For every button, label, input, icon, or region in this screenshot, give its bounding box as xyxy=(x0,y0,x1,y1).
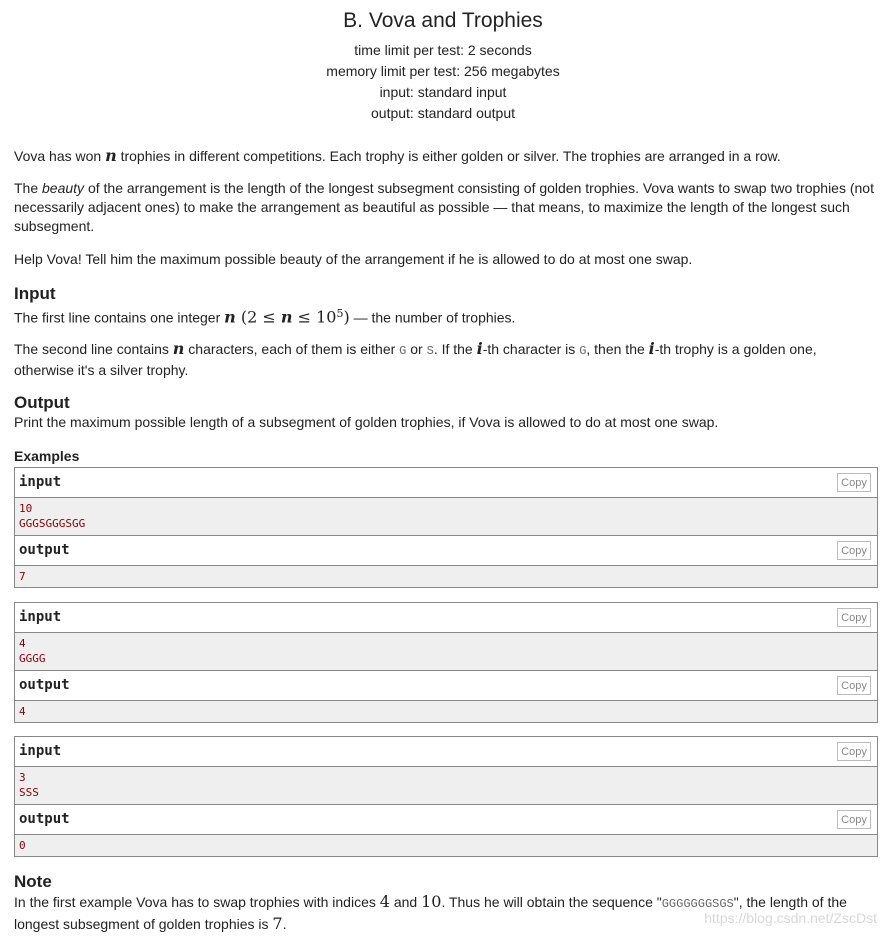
example-input-header xyxy=(15,603,877,633)
example-test-3 xyxy=(14,736,878,857)
statement-paragraph-1: Vova has won n trophies in different competitions. Each trophy is either golden or silver. The trophies are arranged in a row. xyxy=(14,146,781,165)
input-heading: Input xyxy=(14,284,56,303)
problem-header xyxy=(0,8,886,124)
input-line: 4 xyxy=(19,637,26,650)
memory-limit: memory limit per test: 256 megabytes xyxy=(326,63,560,79)
watermark: https://blog.csdn.net/ZscDst xyxy=(704,910,877,926)
example-input-body xyxy=(15,498,877,536)
input-label: input xyxy=(19,609,62,625)
copy-input-button[interactable]: Copy xyxy=(837,608,871,627)
example-output-header xyxy=(15,671,877,701)
time-limit: time limit per test: 2 seconds xyxy=(354,42,532,58)
output-label: output xyxy=(19,677,70,693)
input-line: GGGSGGGSGG xyxy=(19,517,86,530)
input-line-2: The second line contains n characters, each of them is either G or S. If the i-th character is G, then the i-th trophy is a golden one, otherwise it's a silver trophy. xyxy=(14,339,817,378)
output-heading: Output xyxy=(14,393,70,412)
problem-meta xyxy=(0,40,886,124)
example-output-body xyxy=(15,835,877,856)
output-line: 0 xyxy=(19,839,26,852)
copy-output-button[interactable]: Copy xyxy=(837,676,871,695)
input-spec: input: standard input xyxy=(379,84,507,100)
statement-paragraph-2: The beauty of the arrangement is the length of the longest subsegment consisting of golden trophies. Vova wants to swap two trophies (not necessarily adjacent ones) to make the arrangement as beautiful as possible — that means, to maximize the length of the longest such subsegment. xyxy=(14,180,874,234)
note-text: In the first example Vova has to swap trophies with indices 4 and 10. Thus he will obtain the sequence "GGGGGGGSGS", the length of the longest subsegment of golden trophies is 7. xyxy=(14,892,847,933)
input-line-1: The first line contains one integer n $(2 \le n \le 10^5)$ — the number of trophies. xyxy=(14,307,516,327)
copy-input-button[interactable]: Copy xyxy=(837,473,871,492)
example-test-1 xyxy=(14,467,878,588)
input-label: input xyxy=(19,743,62,759)
input-line: GGGG xyxy=(19,652,46,665)
example-input-body xyxy=(15,767,877,805)
output-line: 4 xyxy=(19,705,26,718)
problem-title: B. Vova and Trophies xyxy=(343,9,543,32)
output-spec: output: standard output xyxy=(371,105,515,121)
output-label: output xyxy=(19,811,70,827)
example-output-header xyxy=(15,805,877,835)
example-output-body xyxy=(15,566,877,587)
input-line: 10 xyxy=(19,502,33,515)
example-test-2 xyxy=(14,602,878,723)
example-output-body xyxy=(15,701,877,722)
example-input-header xyxy=(15,737,877,767)
output-line: 7 xyxy=(19,570,26,583)
example-input-body xyxy=(15,633,877,671)
copy-output-button[interactable]: Copy xyxy=(837,541,871,560)
input-line: 3 xyxy=(19,771,26,784)
copy-input-button[interactable]: Copy xyxy=(837,742,871,761)
output-label: output xyxy=(19,542,70,558)
output-text: Print the maximum possible length of a subsegment of golden trophies, if Vova is allowed to do at most one swap. xyxy=(14,414,719,430)
note-heading: Note xyxy=(14,872,52,891)
example-output-header xyxy=(15,536,877,566)
example-input-header xyxy=(15,468,877,498)
examples-title: Examples xyxy=(14,448,80,464)
input-line: SSS xyxy=(19,786,39,799)
copy-output-button[interactable]: Copy xyxy=(837,810,871,829)
input-label: input xyxy=(19,474,62,490)
statement-paragraph-3: Help Vova! Tell him the maximum possible beauty of the arrangement if he is allowed to do at most one swap. xyxy=(14,251,693,267)
